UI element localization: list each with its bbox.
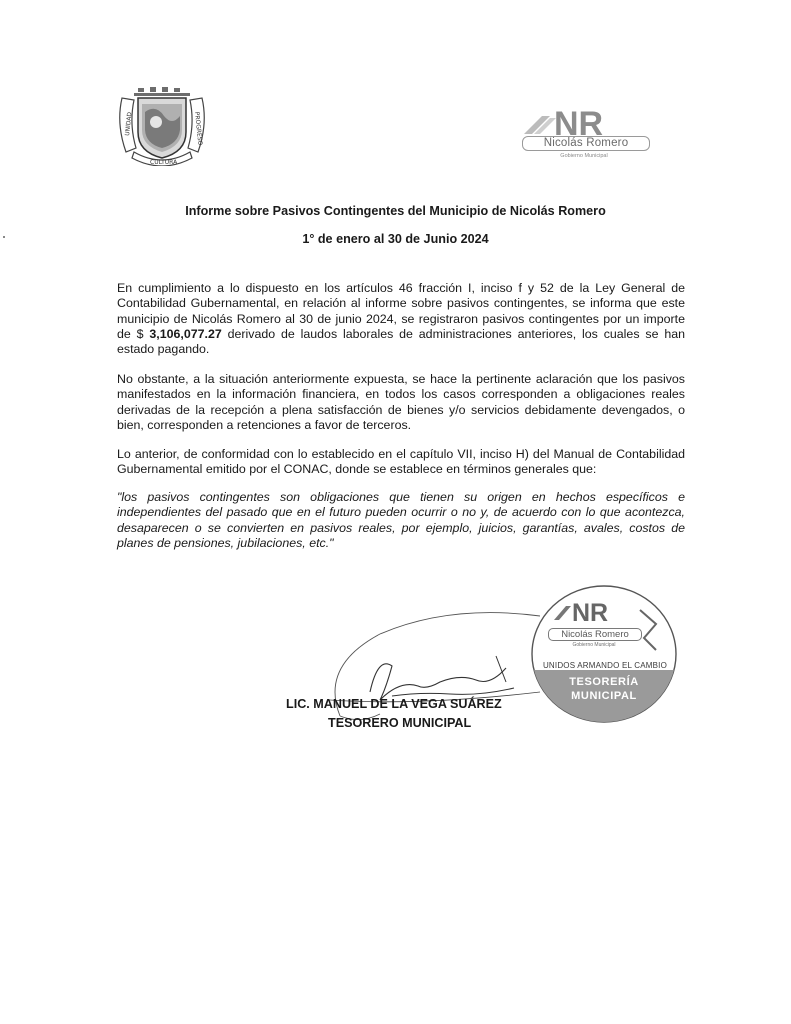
report-period: 1° de enero al 30 de Junio 2024	[302, 232, 489, 246]
svg-text:UNIDAD: UNIDAD	[124, 111, 134, 137]
seal-nr-mark-icon	[552, 598, 652, 624]
seal-title-line1: TESORERÍA	[569, 676, 639, 688]
scan-speck	[3, 236, 5, 238]
seal-name: Nicolás Romero	[548, 628, 642, 641]
svg-text:CULTURA: CULTURA	[150, 159, 178, 166]
paragraph-legal-basis-start: En cumplimiento a lo dispuesto en los artículos 46 fracción I, inciso f y 52 de la Ley General de Contabilidad Gubernamental, en relación al informe sobre pasivos contingentes, se informa que este municipio de Nicolás Romero al 30 de junio 2024, se registraron pasivos contingentes por un importe de $	[117, 281, 685, 341]
treasury-seal	[530, 584, 678, 724]
paragraph-legal-basis	[117, 281, 685, 357]
coat-of-arms-icon	[112, 86, 212, 166]
paragraph-legal-basis-end: derivado de laudos laborales de administraciones anteriores, los cuales se han estado pagando.	[117, 326, 685, 357]
svg-text:NR: NR	[554, 105, 604, 143]
signatory-name: LIC. MANUEL DE LA VEGA SUÁREZ	[286, 697, 502, 711]
paragraph-conac-reference: Lo anterior, de conformidad con lo establecido en el capítulo VII, inciso H) del Manual de Contabilidad Gubernamental emitido por el CONAC, donde se establece en términos generales que:	[117, 447, 685, 477]
handwritten-signature	[300, 596, 560, 736]
svg-text:PROGRESO: PROGRESO	[193, 111, 204, 146]
svg-text:NR: NR	[572, 599, 609, 624]
paragraph-clarification: No obstante, a la situación anteriormente expuesta, se hace la pertinente aclaración que los pasivos manifestados en la información financiera, en todos los casos corresponden a obligaciones reales derivadas de la recepción a plena satisfacción de bienes y/o servicios debidamente devengados, o bien, corresponden a retenciones a favor de terceros.	[117, 372, 685, 432]
contingent-liabilities-amount: 3,106,077.27	[149, 326, 222, 341]
report-title: Informe sobre Pasivos Contingentes del Municipio de Nicolás Romero	[185, 204, 606, 218]
seal-subtitle: Gobierno Municipal	[572, 642, 616, 648]
paragraph-definition-quote: "los pasivos contingentes son obligaciones que tienen su origen en hechos específicos e independientes del pasado que en el futuro pueden ocurrir o no y, de acuerdo con lo que acontezca, desaparecen o se convierten en pasivos reales, por ejemplo, juicios, garantías, avales, costos de planes de pensiones, jubilaciones, etc."	[117, 490, 685, 550]
signatory-role: TESORERO MUNICIPAL	[328, 716, 472, 730]
seal-ring-text: UNIDOS ARMANDO EL CAMBIO	[542, 661, 668, 670]
logo-subtitle: Gobierno Municipal	[560, 153, 608, 159]
logo-name: Nicolás Romero	[522, 136, 650, 151]
nicolas-romero-logo	[520, 102, 648, 164]
seal-title-line2: MUNICIPAL	[571, 690, 637, 702]
